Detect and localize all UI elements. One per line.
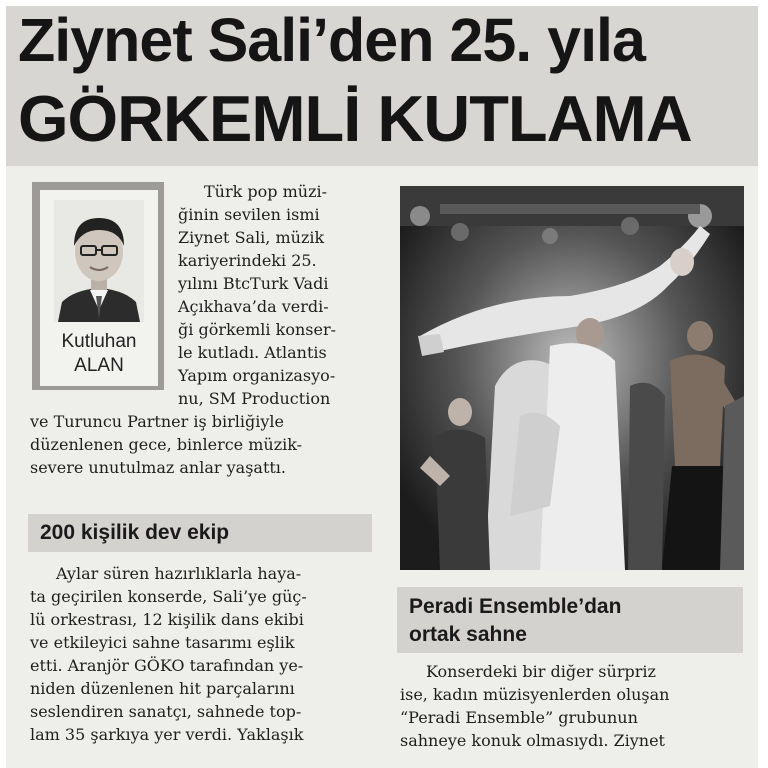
text-line: Yapım organizasyo-: [178, 366, 336, 385]
text-line: etti. Aranjör GÖKO tarafından ye-: [30, 656, 304, 675]
text-line: yılını BtcTurk Vadi: [178, 274, 329, 293]
text-line: severe unutulmaz anlar yaşattı.: [30, 458, 287, 477]
text-line: lam 35 şarkıya yer verdi. Yaklaşık: [30, 725, 304, 744]
author-name: [44, 330, 154, 378]
text-line: ta geçirilen konserde, Sali’ye güç-: [30, 587, 307, 606]
subheading-peradi-line-1: Peradi Ensemble’dan: [409, 595, 622, 618]
author-first-name: Kutluhan: [61, 331, 137, 352]
text-line: niden düzenlenen hit parçalarını: [30, 679, 295, 698]
text-line: le kutladı. Atlantis: [178, 343, 327, 362]
author-last-name: ALAN: [74, 355, 124, 376]
subheading-peradi-line-2: ortak sahne: [409, 623, 527, 646]
headline-line-1: Ziynet Sali’den 25. yıla: [18, 6, 645, 74]
paragraph-2: [30, 562, 370, 746]
text-line: lü orkestrası, 12 kişilik dans ekibi: [30, 610, 304, 629]
text-line: Konserdeki bir diğer sürpriz: [426, 662, 656, 681]
text-line: ve etkileyici sahne tasarımı eşlik: [30, 633, 295, 652]
text-line: ğinin sevilen ismi: [178, 205, 320, 224]
intro-wide-lines: [30, 410, 370, 479]
text-line: ise, kadın müzisyenlerden oluşan: [400, 685, 670, 704]
text-line: Türk pop müzi-: [204, 182, 328, 201]
text-line: düzenlenen gece, binlerce müzik-: [30, 435, 303, 454]
text-line: sahneye konuk olmasıydı. Ziynet: [400, 731, 665, 750]
subheading-ekip: 200 kişilik dev ekip: [28, 514, 372, 552]
headline-line-2: GÖRKEMLİ KUTLAMA: [18, 82, 692, 155]
subheading-peradi: [397, 587, 743, 653]
text-line: kariyerindeki 25.: [178, 251, 317, 270]
text-line: “Peradi Ensemble” grubunun: [400, 708, 638, 727]
text-line: ve Turuncu Partner iş birliğiyle: [30, 412, 284, 431]
text-line: Ziynet Sali, müzik: [178, 228, 325, 247]
text-line: ği görkemli konser-: [178, 320, 336, 339]
text-line: Aylar süren hazırlıklarla haya-: [56, 564, 302, 583]
concert-photo: [400, 186, 744, 570]
author-photo: [54, 200, 144, 322]
text-line: Açıkhava’da verdi-: [178, 297, 329, 316]
text-line: nu, SM Production: [178, 389, 331, 408]
text-line: seslendiren sanatçı, sahnede top-: [30, 702, 302, 721]
paragraph-3: [400, 660, 740, 752]
